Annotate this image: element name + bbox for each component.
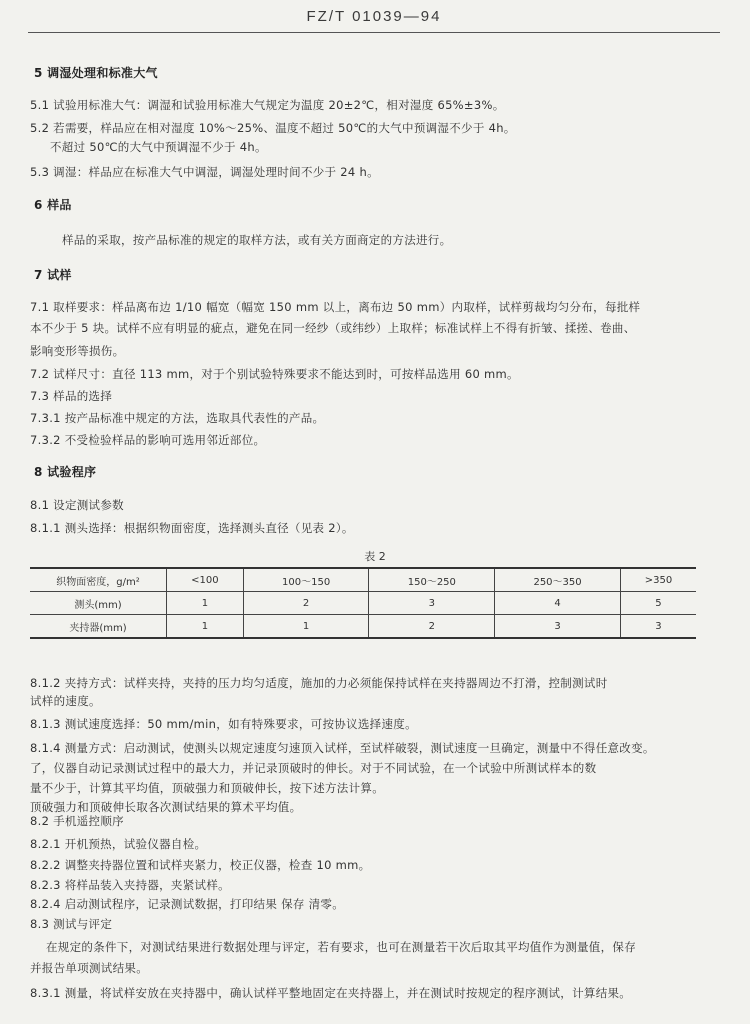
table-cell: 3 xyxy=(620,615,696,639)
table-cell: 3 xyxy=(495,615,621,639)
section-8-heading: 8 试验程序 xyxy=(34,465,97,479)
para-8-3-1: 8.3.1 测量，将试样安放在夹持器中，确认试样平整地固定在夹持器上，并在测试时按规定的程序测试，计算结果。 xyxy=(30,986,632,1000)
para-7-3-1: 7.3.1 按产品标准中规定的方法，选取具代表性的产品。 xyxy=(30,411,325,425)
para-8-2-2: 8.2.2 调整夹持器位置和试样夹紧力，校正仪器，检查 10 mm。 xyxy=(30,858,371,872)
para-7-3: 7.3 样品的选择 xyxy=(30,389,113,403)
para-5-2: 5.2 若需要，样品应在相对湿度 10%～25%、温度不超过 50℃的大气中预调湿不少于 4h。 xyxy=(30,121,516,135)
section-6-heading: 6 样品 xyxy=(34,198,72,212)
para-8-3: 8.3 测试与评定 xyxy=(30,917,113,931)
page-header xyxy=(28,6,720,33)
para-7-1-cont-1: 本不少于 5 块。试样不应有明显的疵点，避免在同一经纱（或纬纱）上取样；标准试样上不得有折皱、揉搓、卷曲、 xyxy=(30,321,636,335)
para-8-1-4-cont-2: 量不少于，计算其平均值，顶破强力和顶破伸长，按下述方法计算。 xyxy=(30,781,384,795)
table-header-cell: <100 xyxy=(167,568,244,592)
table-row xyxy=(30,615,696,639)
para-5-3: 5.3 调湿：样品应在标准大气中调湿，调湿处理时间不少于 24 h。 xyxy=(30,165,379,179)
para-7-1: 7.1 取样要求：样品离布边 1/10 幅宽（幅宽 150 mm 以上，离布边 50 mm）内取样，试样剪裁均匀分布，每批样 xyxy=(30,300,641,314)
table-header-cell: 150～250 xyxy=(369,568,495,592)
table-2 xyxy=(30,567,696,639)
table-cell: 5 xyxy=(620,592,696,615)
table-cell: 3 xyxy=(369,592,495,615)
table-row xyxy=(30,592,696,615)
para-8-2-3: 8.2.3 将样品装入夹持器，夹紧试样。 xyxy=(30,878,230,892)
para-8-1-2: 8.1.2 夹持方式：试样夹持，夹持的压力均匀适度，施加的力必须能保持试样在夹持器周边不打滑，控制测试时 xyxy=(30,676,608,690)
para-5-1: 5.1 试验用标准大气：调湿和试验用标准大气规定为温度 20±2℃，相对湿度 65%±3%。 xyxy=(30,98,505,112)
para-8-1-3: 8.1.3 测试速度选择：50 mm/min，如有特殊要求，可按协议选择速度。 xyxy=(30,717,417,731)
para-5-2-cont: 不超过 50℃的大气中预调湿不少于 4h。 xyxy=(50,140,267,154)
para-8-3-text: 在规定的条件下，对测试结果进行数据处理与评定，若有要求，也可在测量若干次后取其平均值作为测量值，保存 xyxy=(46,940,636,954)
para-7-3-2: 7.3.2 不受检验样品的影响可选用邻近部位。 xyxy=(30,433,266,447)
para-7-1-cont-2: 影响变形等损伤。 xyxy=(30,344,125,358)
para-8-1-2-cont: 试样的速度。 xyxy=(30,694,101,708)
table-header-row xyxy=(30,568,696,592)
table-cell: 夹持器(mm) xyxy=(30,615,167,639)
para-8-2-4: 8.2.4 启动测试程序，记录测试数据，打印结果 保存 清零。 xyxy=(30,897,345,911)
section-7-heading: 7 试样 xyxy=(34,268,72,282)
table-header-cell: >350 xyxy=(620,568,696,592)
para-6: 样品的采取，按产品标准的规定的取样方法，或有关方面商定的方法进行。 xyxy=(62,233,452,247)
table-cell: 1 xyxy=(167,615,244,639)
table-header-cell: 100～150 xyxy=(243,568,369,592)
para-7-2: 7.2 试样尺寸：直径 113 mm，对于个别试验特殊要求不能达到时，可按样品选用 60 mm。 xyxy=(30,367,519,381)
section-5-heading: 5 调湿处理和标准大气 xyxy=(34,66,158,80)
standard-code: FZ/T 01039—94 xyxy=(306,8,442,25)
table-cell: 2 xyxy=(243,592,369,615)
para-8-1-4: 8.1.4 测量方式：启动测试，使测头以规定速度匀速顶入试样，至试样破裂，测试速度一旦确定，测量中不得任意改变。 xyxy=(30,741,655,755)
table-cell: 2 xyxy=(369,615,495,639)
para-8-1-4-cont-3: 顶破强力和顶破伸长取各次测试结果的算术平均值。 xyxy=(30,800,302,814)
table-cell: 4 xyxy=(495,592,621,615)
table-cell: 1 xyxy=(167,592,244,615)
table-header-cell: 250～350 xyxy=(495,568,621,592)
table-cell: 测头(mm) xyxy=(30,592,167,615)
para-8-3-text-cont: 并报告单项测试结果。 xyxy=(30,961,148,975)
para-8-1-1: 8.1.1 测头选择：根据织物面密度，选择测头直径（见表 2）。 xyxy=(30,521,354,535)
para-8-2-1: 8.2.1 开机预热，试验仪器自检。 xyxy=(30,837,207,851)
para-8-1: 8.1 设定测试参数 xyxy=(30,498,124,512)
table-header-cell: 织物面密度，g/m² xyxy=(30,568,167,592)
para-8-1-4-cont-1: 了，仪器自动记录测试过程中的最大力，并记录顶破时的伸长。对于不同试验，在一个试验中所测试样本的数 xyxy=(30,761,597,775)
table-2-caption: 表 2 xyxy=(364,550,386,563)
table-cell: 1 xyxy=(243,615,369,639)
para-8-2: 8.2 手机遥控顺序 xyxy=(30,814,124,828)
